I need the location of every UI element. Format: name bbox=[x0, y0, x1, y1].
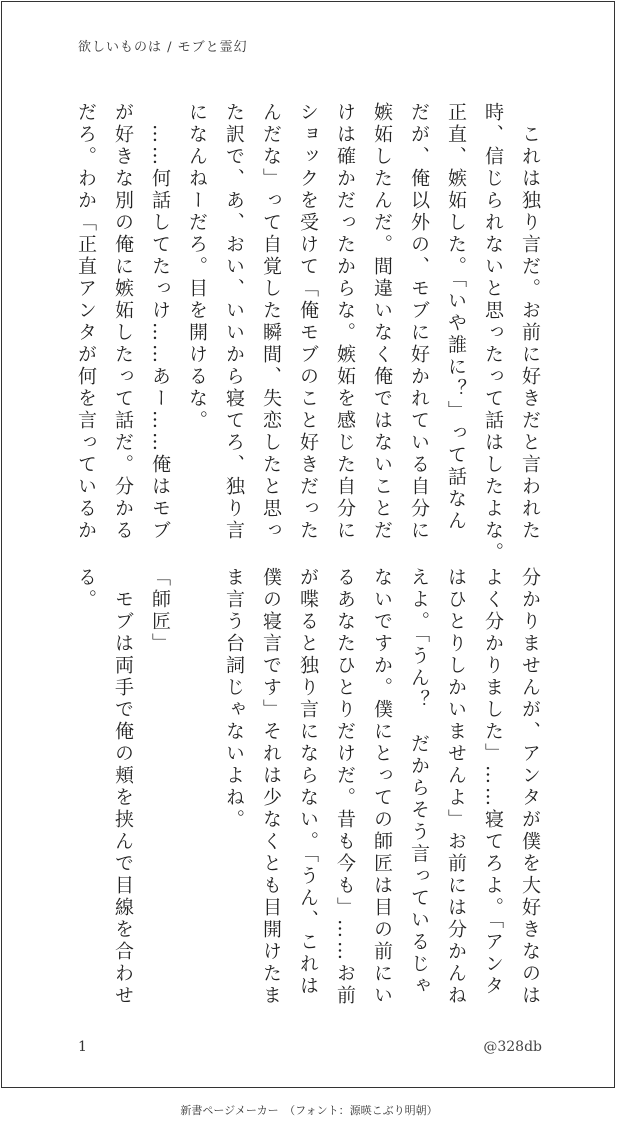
text-line: けは確かだったからな。嫉妬を感じた自分に bbox=[334, 102, 356, 542]
text-line: えよ。「うん？ だからそう言っているじゃ bbox=[408, 567, 430, 998]
text-line: る。 bbox=[75, 567, 97, 611]
generator-credit: 新書ページメーカー （フォント：源暎こぶり明朝） bbox=[180, 1104, 438, 1117]
text-line: になんねーだろ。目を開けるな。 bbox=[186, 102, 208, 432]
text-line: ま言う台詞じゃないよね。 bbox=[223, 567, 245, 831]
text-line: ……何話してたっけ……あー……俺はモブ bbox=[149, 102, 171, 542]
text-line: 正直、嫉妬した。「いや誰に？」って話なん bbox=[445, 102, 467, 533]
text-block-upper bbox=[67, 102, 548, 564]
text-line: これは独り言だ。お前に好きだと言われた bbox=[519, 102, 541, 542]
text-line: ないですか。僕にとっての師匠は目の前にい bbox=[371, 567, 393, 1007]
text-line: ショックを受けて「俺モブのこと好きだった bbox=[297, 102, 319, 542]
author-handle: @328db bbox=[483, 1039, 542, 1055]
text-line: が好きな別の俺に嫉妬したって話だ。分かる bbox=[112, 102, 134, 542]
text-line: が喋ると独り言にならない。「うん、これは bbox=[297, 567, 319, 998]
text-line: 時、信じられないと思ったって話はしたよな。 bbox=[482, 102, 504, 564]
text-line: はひとりしかいませんよ」お前には分かんね bbox=[445, 567, 467, 1007]
text-block-lower bbox=[67, 567, 548, 1007]
text-line: 嫉妬したんだ。間違いなく俺ではないことだ bbox=[371, 102, 393, 542]
blank-line bbox=[178, 567, 215, 1007]
text-line: モブは両手で俺の頬を挟んで目線を合わせ bbox=[112, 567, 134, 1007]
text-line: だが、俺以外の、モブに好かれている自分に bbox=[408, 102, 430, 542]
text-line: 僕の寝言です」それは少なくとも目開けたま bbox=[260, 567, 282, 1007]
text-line: 「師匠」 bbox=[149, 567, 171, 655]
text-line: た訳で、あ、おい、いいから寝てろ、独り言 bbox=[223, 102, 245, 542]
book-page bbox=[1, 1, 615, 1088]
text-line: んだな」って自覚した瞬間、失恋したと思っ bbox=[260, 102, 282, 542]
text-line: だろ。わか「正直アンタが何を言っているか bbox=[75, 102, 97, 542]
text-line: るあなたひとりだけだ。昔も今も」……お前 bbox=[334, 567, 356, 1007]
text-line: よく分かりました」……寝てろよ。「アンタ bbox=[482, 567, 504, 998]
running-header-title: 欲しいものは / モブと霊幻 bbox=[78, 40, 248, 55]
text-line: 分かりませんが、アンタが僕を大好きなのは bbox=[519, 567, 541, 1007]
page-number: 1 bbox=[78, 1039, 87, 1055]
